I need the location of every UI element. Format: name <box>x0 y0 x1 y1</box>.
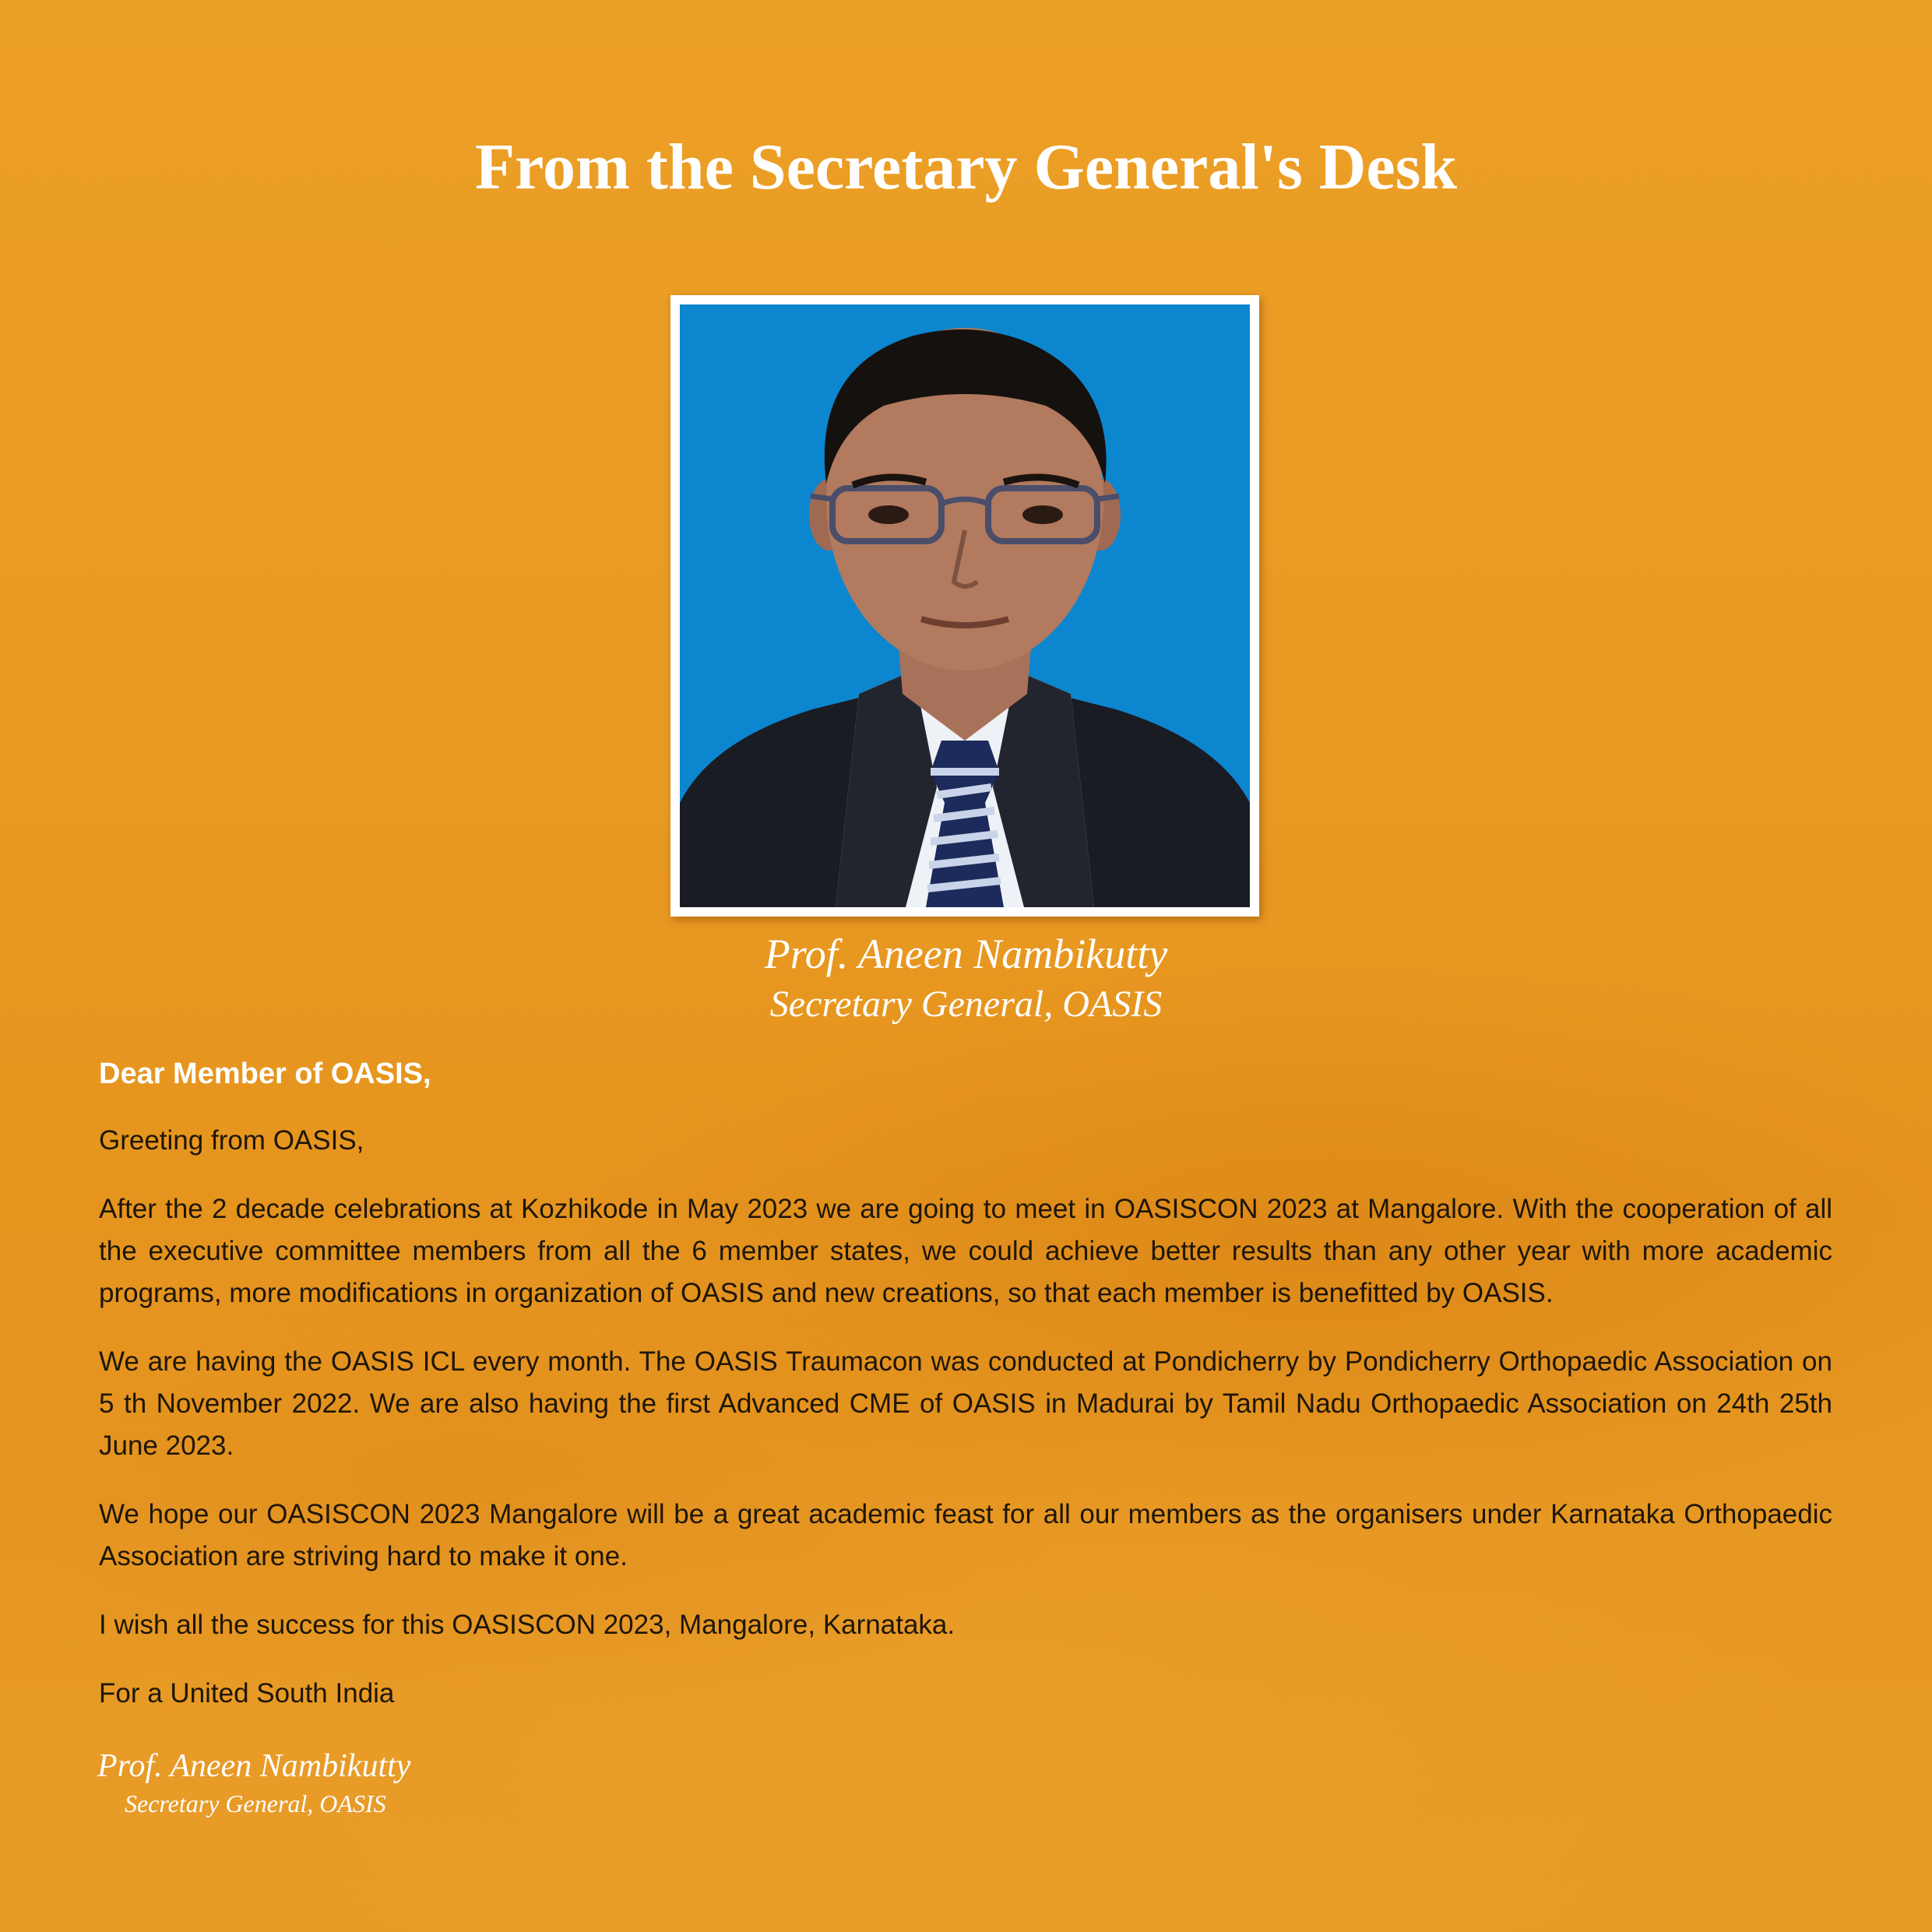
portrait-frame <box>670 295 1259 917</box>
letter-paragraph: I wish all the success for this OASISCON 2023, Mangalore, Karnataka. <box>99 1610 955 1640</box>
portrait-illustration <box>680 304 1250 907</box>
letter-paragraph: We hope our OASISCON 2023 Mangalore will be a great academic feast for all our members as the organisers under Karnataka Orthopaedic Association are striving hard to make it one. <box>99 1499 1832 1571</box>
letter-closing: For a United South India <box>99 1678 395 1709</box>
portrait-caption-name: Prof. Aneen Nambikutty <box>764 931 1168 977</box>
signature-role: Secretary General, OASIS <box>125 1789 386 1818</box>
signature-name: Prof. Aneen Nambikutty <box>97 1748 411 1784</box>
letter-salutation: Dear Member of OASIS, <box>99 1057 431 1090</box>
portrait-caption-role: Secretary General, OASIS <box>769 984 1163 1025</box>
portrait-photo <box>680 304 1250 907</box>
letter-paragraph: We are having the OASIS ICL every month. The OASIS Traumacon was conducted at Pondicherry by Pondicherry Orthopaedic Association on 5 th November 2022. We are also having the first Advanced CME of OASIS in Madurai by Tamil Nadu Orthopaedic Association on 24th 25th June 2023. <box>99 1346 1832 1461</box>
letter-greeting: Greeting from OASIS, <box>99 1125 364 1156</box>
letter-body <box>99 1053 1832 1741</box>
page-title: From the Secretary General's Desk <box>474 131 1458 203</box>
letter-paragraph: After the 2 decade celebrations at Kozhikode in May 2023 we are going to meet in OASISCON 2023 at Mangalore. With the cooperation of all the executive committee members from all the 6 member states, we could achieve better results than any other year with more academic programs, more modifications in organization of OASIS and new creations, so that each member is benefitted by OASIS. <box>99 1194 1832 1308</box>
